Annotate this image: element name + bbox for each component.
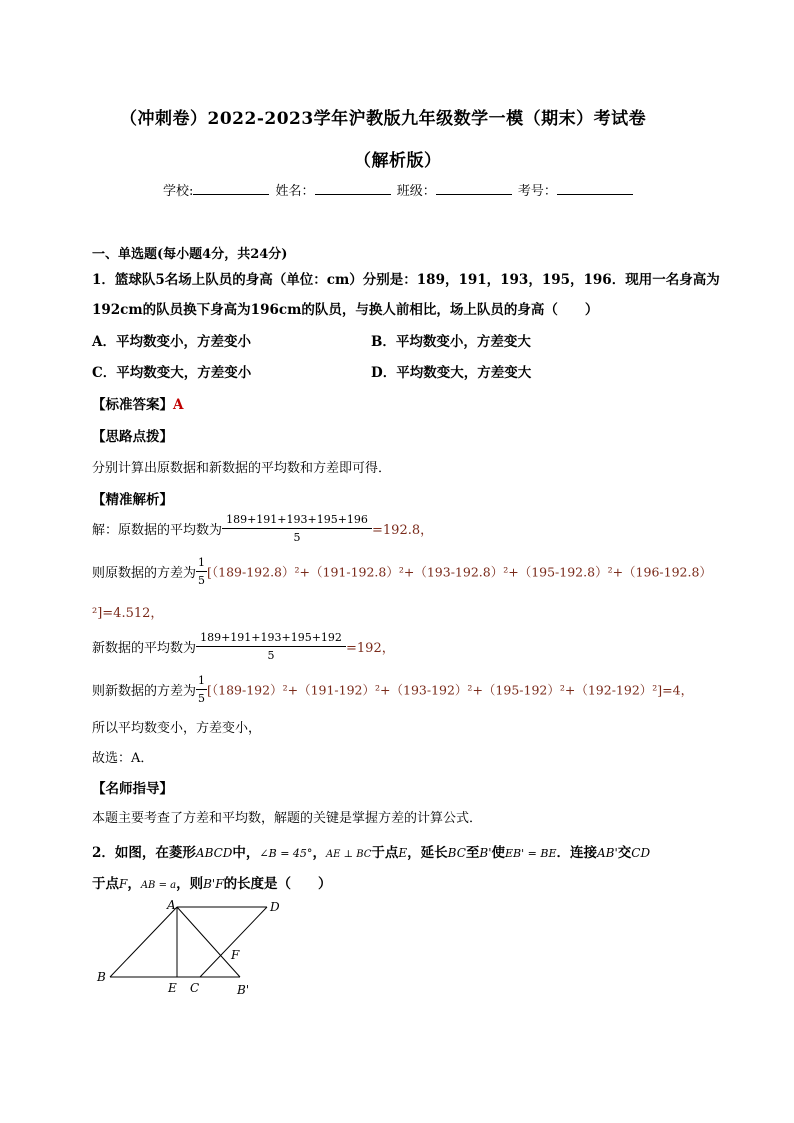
math-f: F bbox=[119, 877, 128, 891]
q1-stem-line2: 192cm的队员换下身高为196cm的队员，与换人前相比，场上队员的身高（ ） bbox=[92, 302, 599, 318]
student-info bbox=[163, 180, 635, 199]
school-blank bbox=[193, 182, 269, 195]
math-bc: BC bbox=[447, 846, 466, 860]
class-blank bbox=[436, 182, 512, 195]
hint-text: 分别计算出原数据和新数据的平均数和方差即可得． bbox=[92, 461, 392, 476]
math-ab: AB = a bbox=[140, 880, 177, 891]
label-bprime: B' bbox=[237, 983, 250, 997]
solution-text: 则原数据的方差为 bbox=[92, 566, 197, 581]
new-mean-fraction bbox=[196, 632, 346, 661]
q2-text: 中， bbox=[232, 845, 260, 861]
solution-line-5: 所以平均数变小，方差变小， bbox=[92, 721, 262, 736]
q2-text: 于点 bbox=[371, 845, 399, 861]
answer-value: A bbox=[173, 397, 184, 413]
label-e: E bbox=[168, 981, 177, 995]
result: =192.8， bbox=[372, 523, 434, 538]
q2-text: ， bbox=[127, 876, 141, 892]
q2-stem-line1 bbox=[92, 841, 650, 861]
math-eq: EB' = BE bbox=[505, 847, 557, 860]
solution-text: 新数据的平均数为 bbox=[92, 641, 197, 656]
rhombus-figure bbox=[90, 895, 290, 1005]
label-c: C bbox=[190, 981, 200, 995]
number-blank bbox=[557, 182, 633, 195]
q1-option-c: C．平均数变大，方差变小 bbox=[92, 365, 252, 381]
school-label: 学校: bbox=[163, 184, 194, 199]
numerator: 189+191+193+195+196 bbox=[222, 514, 372, 529]
math-abprime: AB' bbox=[597, 846, 618, 860]
q2-text: 于点 bbox=[92, 876, 119, 892]
q1-option-b: B．平均数变小，方差变大 bbox=[371, 334, 531, 350]
variance-expression: [（189-192.8）²+（191-192.8）²+（193-192.8）²+（195-192.8）²+（196-192.8） bbox=[207, 564, 712, 580]
q2-text: ，则 bbox=[176, 876, 204, 892]
name-label: 姓名： bbox=[275, 184, 315, 199]
denominator: 5 bbox=[267, 649, 275, 662]
q2-stem-line2 bbox=[92, 872, 332, 892]
class-label: 班级： bbox=[396, 184, 436, 199]
math-angle: ∠B = 45° bbox=[259, 847, 313, 860]
denominator: 5 bbox=[293, 531, 301, 544]
q1-option-a: A．平均数变小，方差变小 bbox=[92, 334, 251, 350]
math-bpf: B'F bbox=[203, 877, 224, 891]
solution-line-6: 故选：A． bbox=[92, 751, 154, 766]
teacher-text: 本题主要考查了方差和平均数，解题的关键是掌握方差的计算公式． bbox=[92, 811, 483, 826]
q2-text: 使 bbox=[491, 845, 506, 861]
q2-text: ， bbox=[312, 845, 326, 861]
section-heading: 一、单选题(每小题4分，共24分) bbox=[92, 247, 288, 262]
solution-line-2 bbox=[92, 557, 712, 586]
page-subtitle: （解析版） bbox=[354, 151, 442, 171]
numerator: 1 bbox=[196, 675, 207, 690]
label-a: A bbox=[167, 898, 176, 912]
label-f: F bbox=[231, 948, 240, 962]
solution-line-3 bbox=[92, 632, 395, 661]
q1-answer bbox=[92, 393, 183, 413]
denominator: 5 bbox=[198, 692, 206, 705]
segment-dc bbox=[200, 907, 267, 977]
mean-fraction bbox=[222, 514, 372, 543]
solution-line-2-tail: ²]=4.512， bbox=[92, 606, 164, 621]
q2-text: 的长度是（ ） bbox=[223, 876, 332, 892]
q1-stem-line1: 1．篮球队5名场上队员的身高（单位：cm）分别是：189，191，193，195，196．现用一名身高为 bbox=[92, 272, 720, 288]
name-blank bbox=[315, 182, 391, 195]
one-fifth-fraction bbox=[196, 557, 207, 586]
teacher-label: 【名师指导】 bbox=[92, 781, 173, 797]
q2-text: 2．如图，在菱形 bbox=[92, 845, 196, 861]
label-d: D bbox=[270, 900, 280, 914]
result: =192， bbox=[346, 641, 395, 656]
page-title: （冲刺卷）2022-2023学年沪教版九年级数学一模（期末）考试卷 bbox=[120, 109, 647, 129]
numerator: 189+191+193+195+192 bbox=[196, 632, 346, 647]
one-fifth-fraction bbox=[196, 675, 207, 704]
math-abcd: ABCD bbox=[195, 846, 233, 860]
solution-text: 解：原数据的平均数为 bbox=[92, 523, 223, 538]
segment-abprime bbox=[177, 907, 240, 977]
label-b: B bbox=[97, 970, 106, 984]
q2-text: ．连接 bbox=[556, 845, 597, 861]
q2-text: 交 bbox=[617, 845, 632, 861]
variance-expression: [（189-192）²+（191-192）²+（193-192）²+（195-192）²+（192-192）²]=4， bbox=[207, 682, 694, 698]
math-e: E bbox=[398, 846, 408, 860]
q1-option-d: D．平均数变大，方差变大 bbox=[371, 365, 532, 381]
solution-line-4 bbox=[92, 675, 693, 704]
answer-label: 【标准答案】 bbox=[92, 397, 173, 413]
math-bprime: B' bbox=[479, 846, 492, 860]
segment-ab bbox=[110, 907, 177, 977]
math-perp: AE ⊥ BC bbox=[325, 849, 372, 860]
analysis-label: 【精准解析】 bbox=[92, 492, 173, 508]
q2-text: 至 bbox=[465, 845, 480, 861]
denominator: 5 bbox=[198, 574, 206, 587]
number-label: 考号： bbox=[517, 184, 557, 199]
solution-text: 则新数据的方差为 bbox=[92, 684, 197, 699]
math-cd: CD bbox=[631, 846, 651, 860]
numerator: 1 bbox=[196, 557, 207, 572]
hint-label: 【思路点拨】 bbox=[92, 429, 173, 445]
solution-line-1 bbox=[92, 514, 433, 543]
q2-text: ，延长 bbox=[407, 845, 448, 861]
